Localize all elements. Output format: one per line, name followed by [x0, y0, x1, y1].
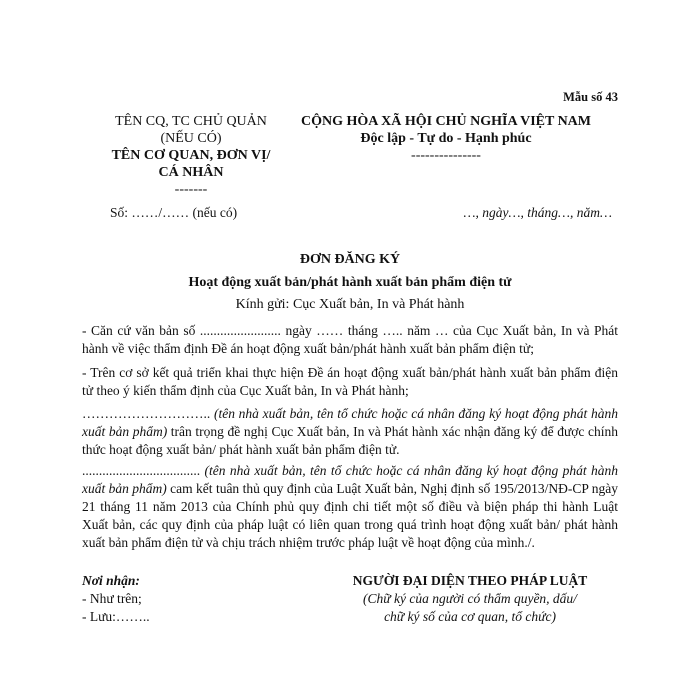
- agency-individual-line: CÁ NHÂN: [158, 165, 224, 180]
- signature-block: [320, 572, 620, 626]
- paragraph-request: [82, 405, 618, 459]
- paragraph-commitment: [82, 462, 618, 552]
- document-title: ĐƠN ĐĂNG KÝ: [299, 252, 401, 267]
- national-divider: ---------------: [411, 148, 481, 163]
- request-blank: ………………………..: [82, 406, 211, 421]
- agency-divider: -------: [174, 182, 208, 197]
- paragraph-implementation: - Trên cơ sở kết quả triển khai thực hiện Đề án hoạt động xuất bản/phát hành xuất bản phẩm điện tử theo ý kiến thẩm định của Cục Xuất bản, In và Phát hành;: [82, 365, 618, 398]
- addressee: Kính gửi: Cục Xuất bản, In và Phát hành: [235, 297, 465, 312]
- document-subtitle: Hoạt động xuất bản/phát hành xuất bản phẩm điện tử: [188, 275, 512, 290]
- signature-heading: NGƯỜI ĐẠI DIỆN THEO PHÁP LUẬT: [352, 573, 588, 588]
- request-note: (tên nhà xuất bản, tên tổ chức hoặc cá nhân đăng ký hoạt động phát hành xuất bản phẩm): [82, 406, 618, 439]
- parent-agency-line: TÊN CQ, TC CHỦ QUẢN: [115, 114, 267, 129]
- commitment-text: cam kết tuân thủ quy định của Luật Xuất bản, Nghị định số 195/2013/NĐ-CP ngày 21 tháng 11 năm 2013 của Chính phủ quy định chi tiết một số điều và biện pháp thi hành Luật Xuất bản, các quy định của pháp luật có liên quan trong quá trình hoạt động xuất bản/ phát hành xuất bản phẩm điện tử và chịu trách nhiệm trước pháp luật về hoạt động của mình./.: [82, 481, 618, 550]
- recipient-line: - Như trên;: [82, 591, 142, 606]
- agency-name-line: TÊN CƠ QUAN, ĐƠN VỊ/: [111, 148, 271, 163]
- parent-agency-note: (NẾU CÓ): [160, 131, 222, 146]
- document-number: Số: ……/…… (nếu có): [110, 205, 238, 220]
- paragraph-basis: - Căn cứ văn bản số ........................ ngày …… tháng ….. năm … của Cục Xuất bản, In và Phát hành về việc thẩm định Đề án hoạt động xuất bản/phát hành xuất bản phẩm điện tử;: [82, 323, 618, 356]
- recipients-block: [82, 572, 150, 626]
- recipients-heading: Nơi nhận:: [82, 573, 140, 588]
- form-number: Mẫu số 43: [563, 90, 618, 104]
- commitment-blank: ...................................: [82, 463, 201, 478]
- signature-note: chữ ký số của cơ quan, tổ chức): [384, 609, 556, 624]
- request-text: trân trọng đề nghị Cục Xuất bản, In và Phát hành xác nhận đăng ký để được chính thức hoạt động xuất bản/ phát hành xuất bản phẩm điện tử.: [82, 424, 618, 457]
- signature-note: (Chữ ký của người có thẩm quyền, dấu/: [363, 591, 577, 606]
- recipient-line: - Lưu:……..: [82, 609, 150, 624]
- agency-header: [86, 113, 296, 198]
- date-line: …, ngày…, tháng…, năm…: [463, 205, 612, 220]
- commitment-note: (tên nhà xuất bản, tên tổ chức hoặc cá nhân đăng ký hoạt động phát hành xuất bản phẩm): [82, 463, 618, 496]
- country-name: CỘNG HÒA XÃ HỘI CHỦ NGHĨA VIỆT NAM: [300, 114, 591, 129]
- national-motto: Độc lập - Tự do - Hạnh phúc: [360, 131, 532, 146]
- national-header: [296, 113, 596, 164]
